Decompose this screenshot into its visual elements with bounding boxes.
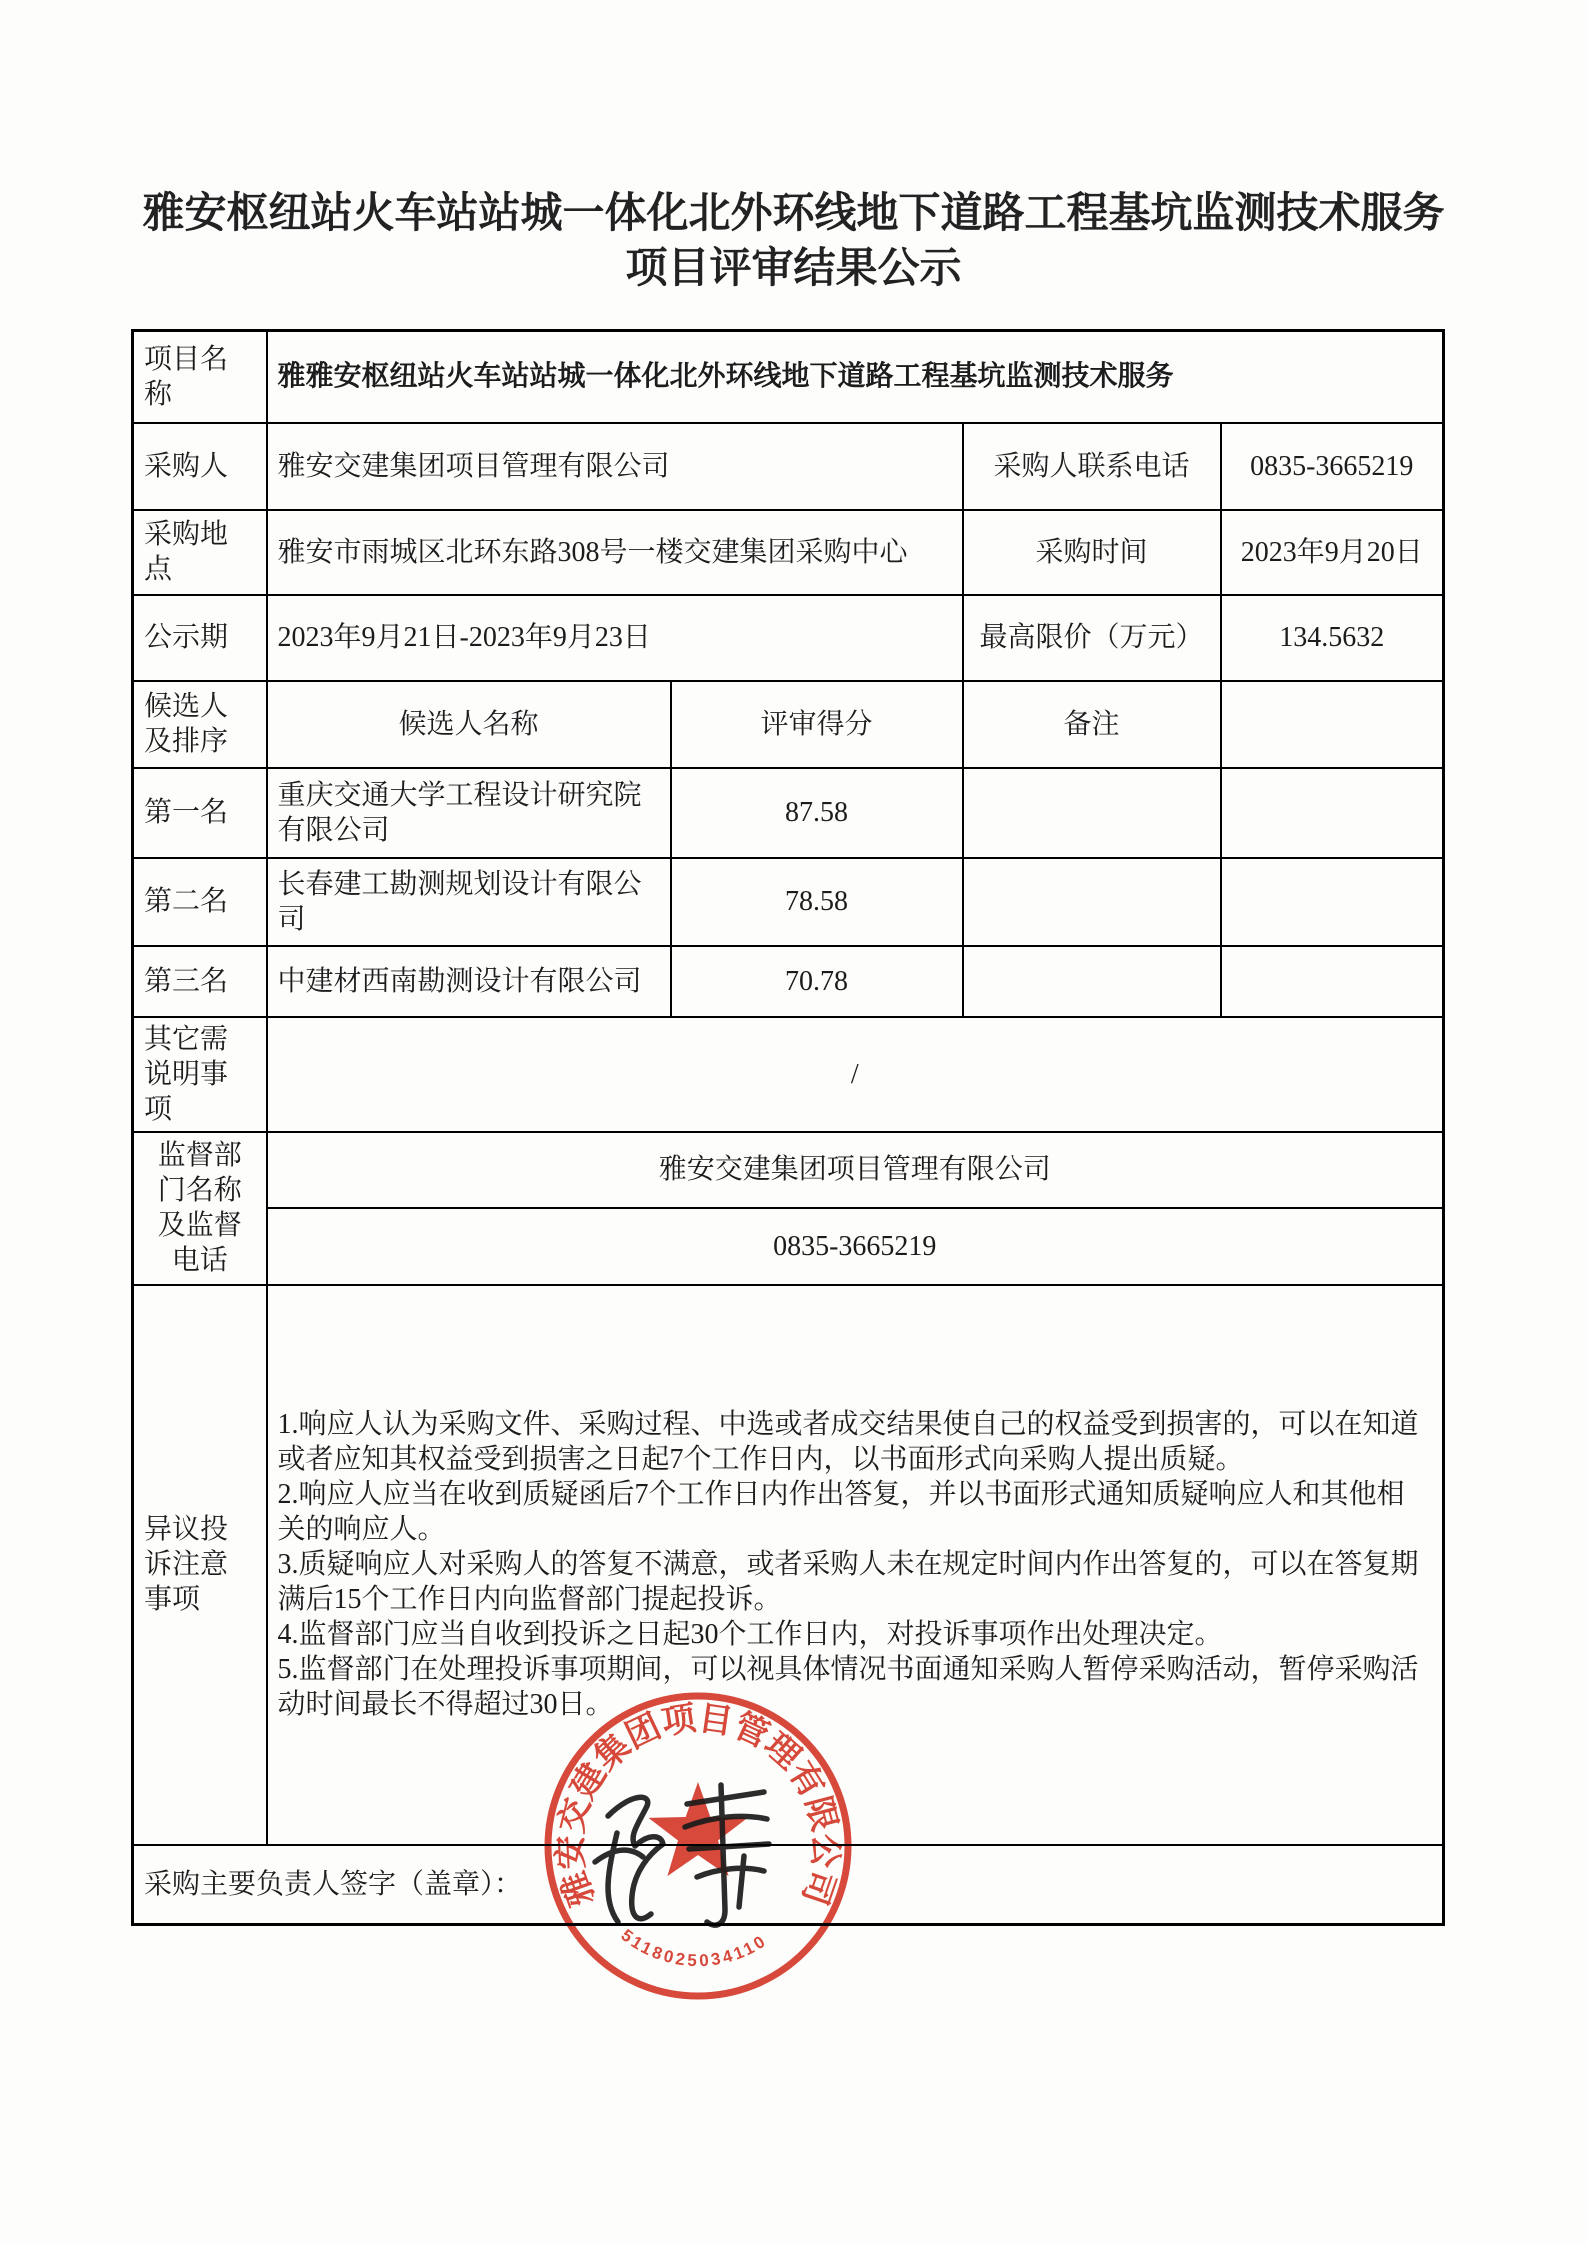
svg-text:5118025034110 <box>618 1926 771 1971</box>
purchaser-phone-label: 采购人联系电话 <box>963 423 1221 510</box>
candidates-name-header: 候选人名称 <box>267 681 671 768</box>
table-row <box>133 595 1444 681</box>
seal-company-text: 雅安交建集团项目管理有限公司 <box>551 1699 845 1912</box>
location-value: 雅安市雨城区北环东路308号一楼交建集团采购中心 <box>267 510 963 595</box>
candidates-header-row <box>133 681 1444 768</box>
objection-item: 1.响应人认为采购文件、采购过程、中选或者成交结果使自己的权益受到损害的，可以在知道或者应知其权益受到损害之日起7个工作日内，以书面形式向采购人提出质疑。 <box>277 1409 1419 1476</box>
candidate-row <box>133 858 1444 946</box>
table-row <box>133 510 1444 595</box>
project-name-value: 雅雅安枢纽站火车站站城一体化北外环线地下道路工程基坑监测技术服务 <box>267 331 1444 423</box>
other-notes-value: / <box>267 1017 1444 1132</box>
candidate-row <box>133 768 1444 858</box>
page-title-line1: 雅安枢纽站火车站站城一体化北外环线地下道路工程基坑监测技术服务 <box>142 189 1445 236</box>
page-title <box>0 0 1587 295</box>
table-row <box>133 1132 1444 1208</box>
table-row <box>133 1208 1444 1285</box>
candidate-rank: 第一名 <box>133 768 267 858</box>
objection-item: 5.监督部门在处理投诉事项期间，可以视具体情况书面通知采购人暂停采购活动，暂停采购活动时间最长不得超过30日。 <box>277 1654 1419 1721</box>
candidate-name: 中建材西南勘测设计有限公司 <box>267 946 671 1017</box>
max-price-label: 最高限价（万元） <box>963 595 1221 681</box>
location-label: 采购地点 <box>133 510 267 595</box>
publicity-period-value: 2023年9月21日-2023年9月23日 <box>267 595 963 681</box>
table-row <box>133 1017 1444 1132</box>
candidate-row <box>133 946 1444 1017</box>
objection-item: 2.响应人应当在收到质疑函后7个工作日内作出答复，并以书面形式通知质疑响应人和其他相关的响应人。 <box>277 1479 1405 1546</box>
candidate-score: 70.78 <box>671 946 963 1017</box>
purchaser-phone-value: 0835-3665219 <box>1221 423 1444 510</box>
candidate-remark <box>963 768 1221 858</box>
signature-row <box>133 1845 1444 1925</box>
objection-label: 异议投诉注意事项 <box>133 1285 267 1845</box>
purchaser-value: 雅安交建集团项目管理有限公司 <box>267 423 963 510</box>
table-row <box>133 423 1444 510</box>
purchase-time-value: 2023年9月20日 <box>1221 510 1444 595</box>
candidates-remark-header: 备注 <box>963 681 1221 768</box>
candidate-name: 重庆交通大学工程设计研究院有限公司 <box>267 768 671 858</box>
candidate-extra-cell <box>1221 858 1444 946</box>
candidate-extra-cell <box>1221 946 1444 1017</box>
supervision-phone-value: 0835-3665219 <box>267 1208 1444 1285</box>
max-price-value: 134.5632 <box>1221 595 1444 681</box>
candidate-remark <box>963 858 1221 946</box>
candidate-name: 长春建工勘测规划设计有限公司 <box>267 858 671 946</box>
objection-item: 4.监督部门应当自收到投诉之日起30个工作日内，对投诉事项作出处理决定。 <box>277 1619 1223 1651</box>
candidate-extra-cell <box>1221 768 1444 858</box>
supervision-name-value: 雅安交建集团项目管理有限公司 <box>267 1132 1444 1208</box>
candidate-score: 78.58 <box>671 858 963 946</box>
purchase-time-label: 采购时间 <box>963 510 1221 595</box>
purchaser-label: 采购人 <box>133 423 267 510</box>
page-title-line2: 项目评审结果公示 <box>625 243 962 291</box>
objection-row <box>133 1285 1444 1845</box>
objection-item: 3.质疑响应人对采购人的答复不满意，或者采购人未在规定时间内作出答复的，可以在答复期满后15个工作日内向监督部门提起投诉。 <box>277 1549 1419 1616</box>
supervision-label: 监督部门名称及监督电话 <box>133 1132 267 1285</box>
candidates-empty-header <box>1221 681 1444 768</box>
candidate-remark <box>963 946 1221 1017</box>
other-notes-label: 其它需说明事项 <box>133 1017 267 1132</box>
candidates-score-header: 评审得分 <box>671 681 963 768</box>
candidate-rank: 第二名 <box>133 858 267 946</box>
candidates-rank-header: 候选人及排序 <box>133 681 267 768</box>
result-table <box>131 329 1445 1926</box>
signature-label: 采购主要负责人签字（盖章）： <box>133 1845 1444 1925</box>
project-name-label: 项目名称 <box>133 331 267 423</box>
seal-serial-number: 5118025034110 <box>617 1925 771 1971</box>
objection-content <box>267 1285 1444 1845</box>
table-row <box>133 331 1444 423</box>
publicity-period-label: 公示期 <box>133 595 267 681</box>
candidate-score: 87.58 <box>671 768 963 858</box>
candidate-rank: 第三名 <box>133 946 267 1017</box>
